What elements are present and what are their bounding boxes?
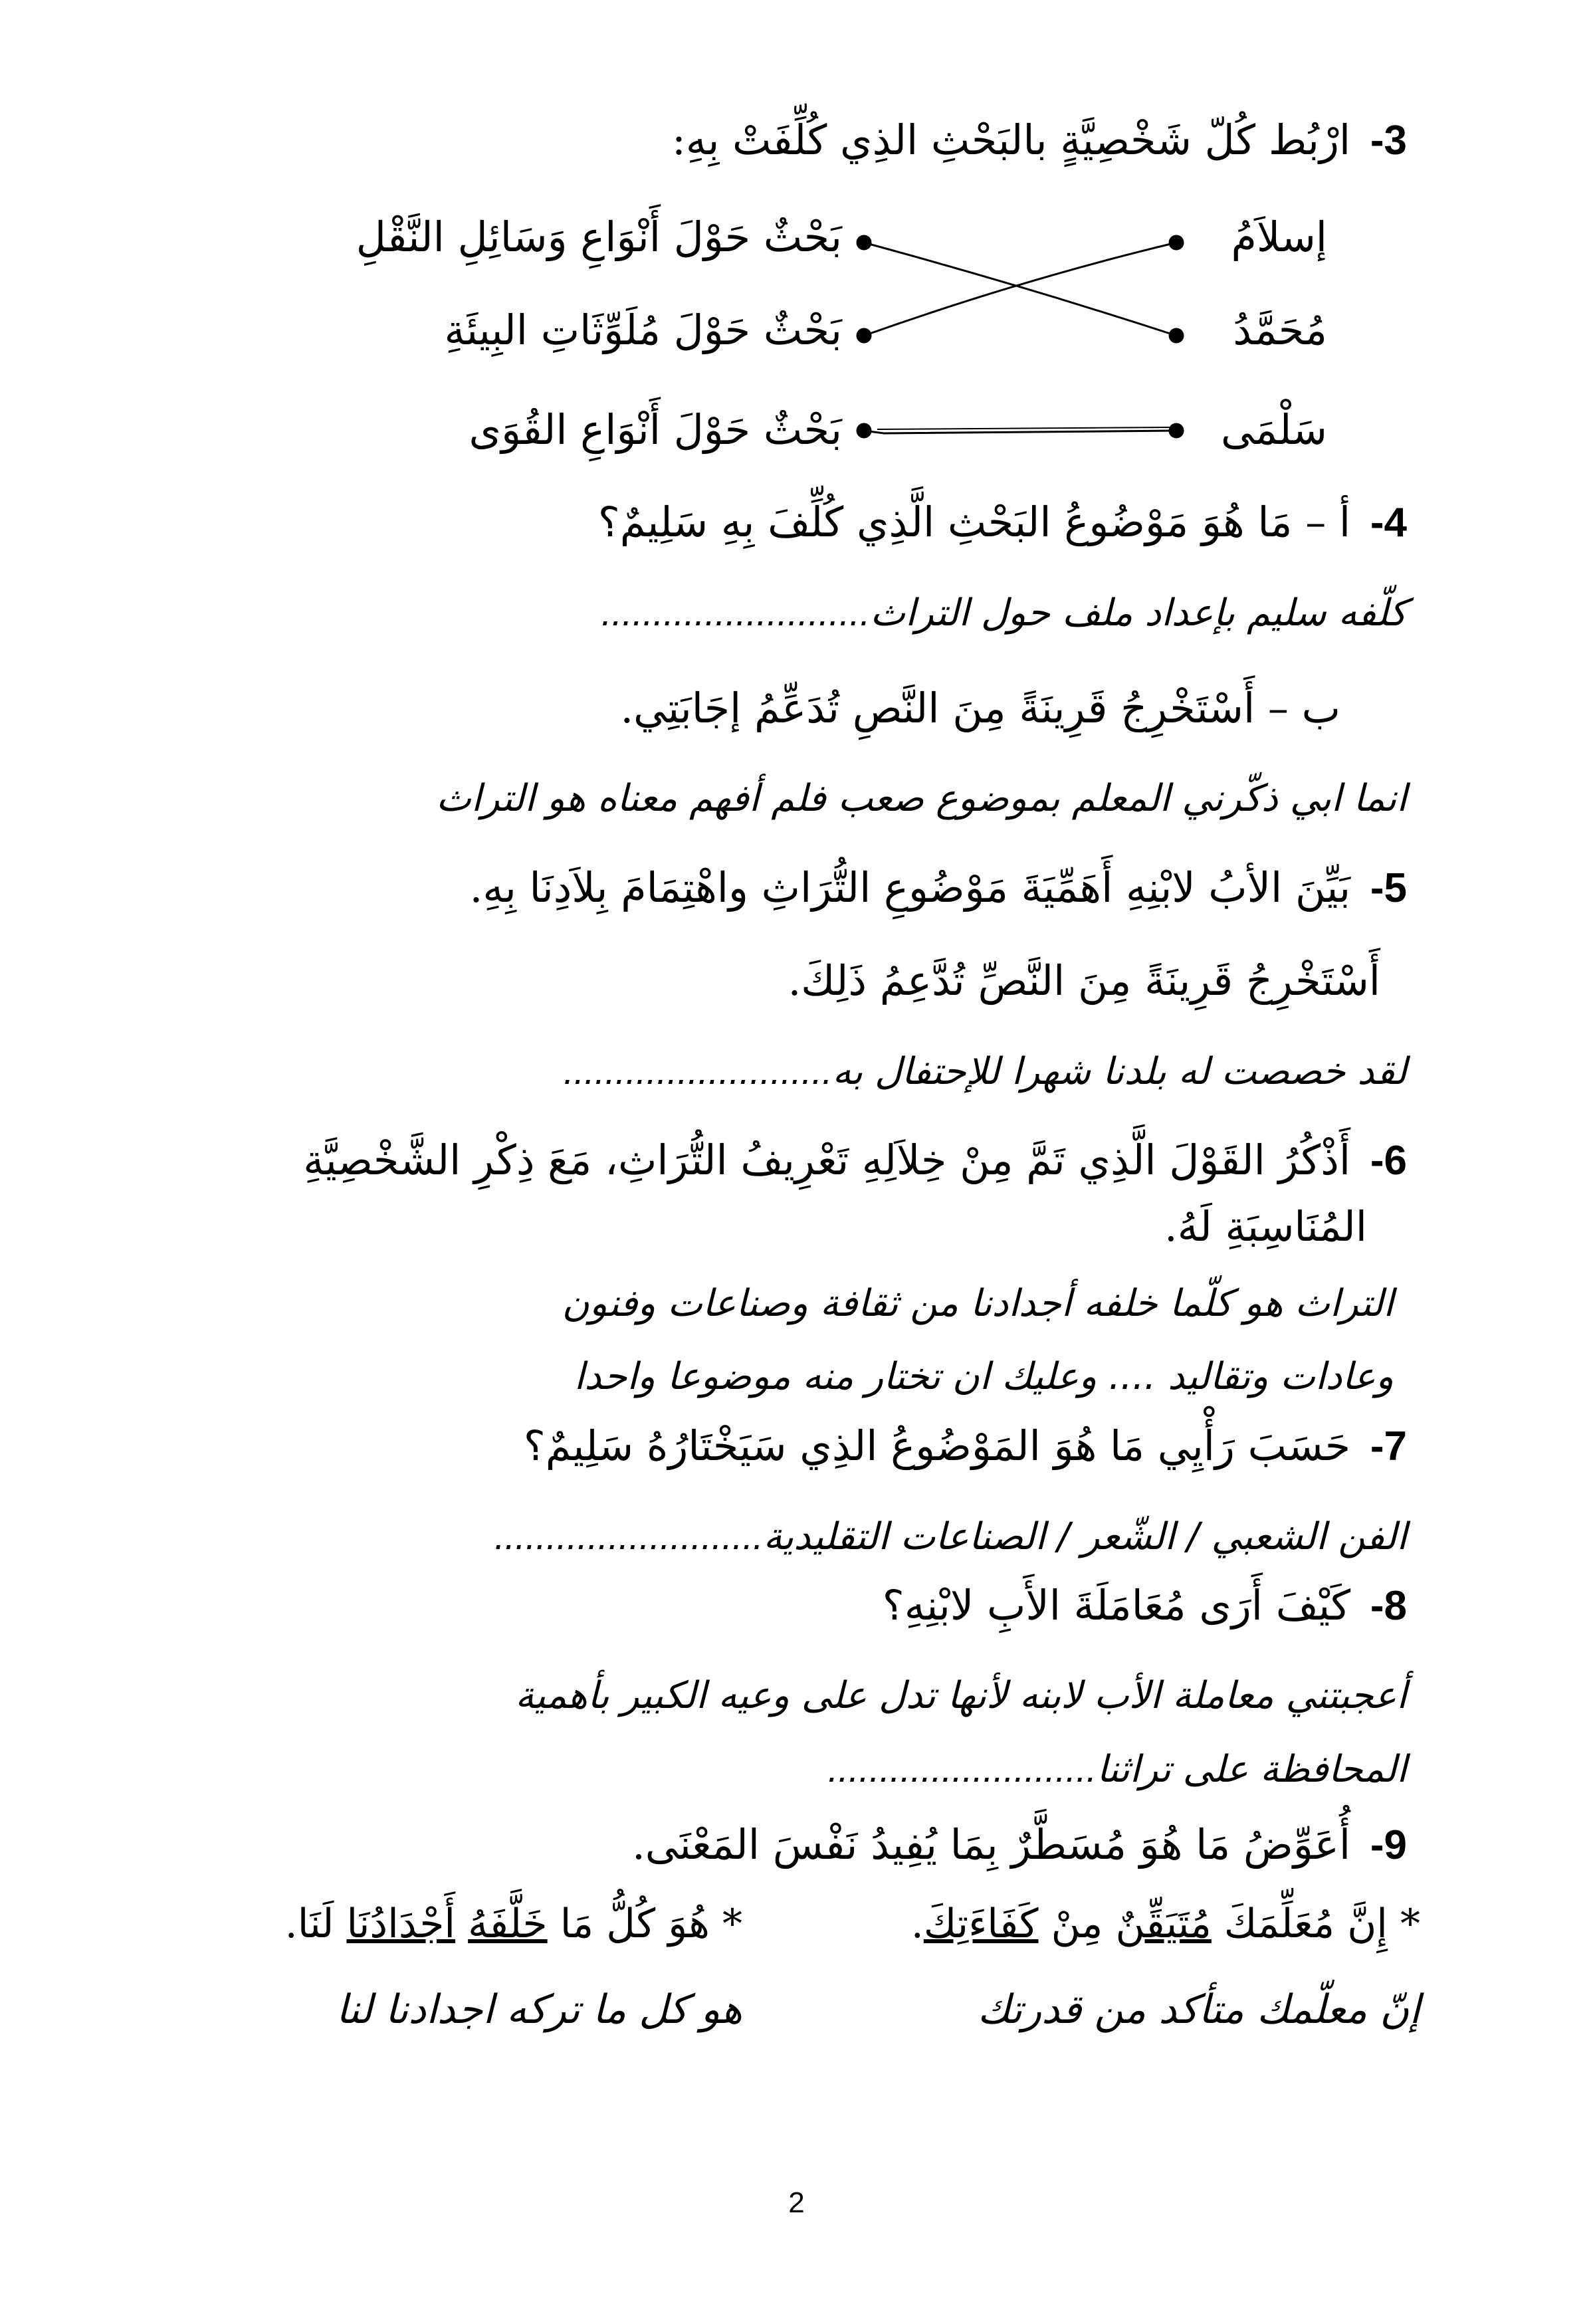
question-text: ارْبُط كُلّ شَخْصِيَّةٍ بالبَحْثِ الذِي كُلِّفَتْ بِهِ: bbox=[671, 116, 1351, 164]
question-5-sub: أَسْتَخْرِجُ قَرِينَةً مِنَ النَّصِّ تُدَّعِمُ ذَلِكَ. bbox=[788, 956, 1380, 1005]
answer-dots: .......................... bbox=[564, 1050, 833, 1092]
question-text: أَذْكُرُ القَوْلَ الَّذِي تَمَّ مِنْ خِلاَلِهِ تَعْرِيفُ التُّرَاثِ، مَعَ ذِكْرِ الشَّخْصِيَّةِ bbox=[303, 1136, 1351, 1184]
answer-dots: .......................... bbox=[494, 1515, 764, 1557]
question-8 bbox=[171, 1582, 1407, 1630]
question-number: 6- bbox=[1370, 1138, 1407, 1184]
match-name-1: إسلاَمُ bbox=[1231, 213, 1327, 261]
question-number: 4- bbox=[1370, 500, 1407, 546]
answer-4b: انما ابي ذكّرني المعلم بموضوع صعب فلم أفهم معناه هو التراث bbox=[436, 777, 1407, 820]
underlined-word: خَلَّفَهُ bbox=[468, 1901, 548, 1947]
sentence-part: مِنْ bbox=[1038, 1901, 1116, 1947]
sentence-part bbox=[455, 1901, 468, 1947]
sentence-part: لَنَا. bbox=[284, 1901, 347, 1947]
answer-7 bbox=[171, 1515, 1407, 1558]
question-7 bbox=[171, 1422, 1407, 1470]
line-name1-topic2 bbox=[864, 243, 1176, 336]
dot-name-3 bbox=[1170, 424, 1183, 437]
question-6-line2: المُنَاسِبَةِ لَهُ. bbox=[1164, 1202, 1367, 1251]
dot-name-1 bbox=[1170, 236, 1183, 249]
answer-8-line1: أعجبتني معاملة الأب لابنه لأنها تدل على وعيه الكبير بأهمية bbox=[515, 1674, 1407, 1717]
sentence-1 bbox=[911, 1901, 1420, 1947]
dot-topic-1 bbox=[857, 236, 871, 249]
match-topic-1: بَحْثٌ حَوْلَ أَنْوَاعِ وَسَائِلِ النَّقْلِ bbox=[356, 213, 842, 261]
sentence-part: * إِنَّ مُعَلِّمَكَ bbox=[1211, 1901, 1420, 1947]
question-4a bbox=[171, 498, 1407, 546]
handwritten-answer: المحافظة على تراثنا bbox=[1097, 1748, 1407, 1791]
match-topic-3: بَحْثٌ حَوْلَ أَنْوَاعِ القُوَى bbox=[469, 405, 842, 454]
question-number: 5- bbox=[1370, 865, 1407, 911]
question-9 bbox=[171, 1821, 1407, 1869]
line-name2-topic1 bbox=[864, 243, 1176, 336]
answer-5 bbox=[171, 1050, 1407, 1093]
answer-8-line2 bbox=[171, 1748, 1407, 1791]
answer-9-sentence-2: هو كل ما تركه اجدادنا لنا bbox=[336, 1986, 742, 2033]
dot-name-2 bbox=[1170, 329, 1183, 342]
line-name3-topic3 bbox=[864, 431, 1176, 433]
underlined-word: مُتَيَقِّنٌ bbox=[1115, 1901, 1212, 1947]
answer-4a bbox=[171, 591, 1407, 635]
match-name-3: سَلْمَى bbox=[1221, 405, 1327, 454]
underlined-word: كَفَاءَتِكَ bbox=[923, 1901, 1039, 1947]
handwritten-answer: الفن الشعبي / الشّعر / الصناعات التقليدية bbox=[763, 1515, 1407, 1558]
answer-6-line1: التراث هو كلّما خلفه أجدادنا من ثقافة وصناعات وفنون bbox=[562, 1282, 1394, 1325]
question-3 bbox=[171, 116, 1407, 164]
question-6 bbox=[171, 1136, 1407, 1184]
question-text: أ – مَا هُوَ مَوْضُوعُ البَحْثِ الَّذِي كُلِّفَ بِهِ سَلِيمٌ؟ bbox=[597, 498, 1351, 546]
answer-9-sentence-1: إنّ معلّمك متأكد من قدرتك bbox=[977, 1986, 1420, 2033]
page-number: 2 bbox=[788, 2186, 805, 2219]
question-text: أُعَوِّضُ مَا هُوَ مُسَطَّرٌ بِمَا يُفِيدُ نَفْسَ المَعْنَى. bbox=[632, 1820, 1351, 1869]
question-text: بَيِّنَ الأبُ لابْنِهِ أَهَمِّيَةَ مَوْضُوعِ التُّرَاثِ واهْتِمَامَ بِلاَدِنَا بِهِ. bbox=[469, 863, 1351, 912]
question-number: 3- bbox=[1370, 118, 1407, 163]
dot-topic-2 bbox=[857, 329, 871, 342]
line-name3-topic3b bbox=[877, 427, 1170, 429]
handwritten-answer: كلّفه سليم بإعداد ملف حول التراث bbox=[870, 591, 1407, 635]
question-text: كَيْفَ أَرَى مُعَامَلَةَ الأَبِ لابْنِهِ؟ bbox=[882, 1581, 1351, 1630]
question-5 bbox=[171, 864, 1407, 912]
sentence-part: . bbox=[910, 1901, 924, 1947]
dot-topic-3 bbox=[857, 424, 871, 437]
underlined-word: أَجْدَادُنَا bbox=[346, 1901, 456, 1947]
match-name-2: مُحَمَّدُ bbox=[1233, 306, 1327, 354]
sentence-part: * هُوَ كُلُّ مَا bbox=[547, 1901, 742, 1947]
question-number: 7- bbox=[1370, 1424, 1407, 1469]
answer-dots: .......................... bbox=[601, 591, 871, 633]
answer-dots: .......................... bbox=[827, 1748, 1097, 1790]
question-number: 9- bbox=[1370, 1822, 1407, 1868]
question-number: 8- bbox=[1370, 1583, 1407, 1629]
answer-6-line2: وعادات وتقاليد .... وعليك ان تختار منه موضوعا واحدا bbox=[574, 1355, 1394, 1398]
match-topic-2: بَحْثٌ حَوْلَ مُلَوِّثَاتِ البِيئَةِ bbox=[444, 306, 842, 354]
question-4b: ب – أَسْتَخْرِجُ قَرِينَةً مِنَ النَّصِ تُدَعِّمُ إجَابَتِي. bbox=[620, 684, 1340, 732]
question-text: حَسَبَ رَأْيِي مَا هُوَ المَوْضُوعُ الذِي سَيَخْتَارُهُ سَلِيمٌ؟ bbox=[523, 1422, 1351, 1470]
handwritten-answer: لقد خصصت له بلدنا شهرا للإحتفال به bbox=[832, 1050, 1407, 1093]
sentence-2 bbox=[285, 1901, 742, 1947]
